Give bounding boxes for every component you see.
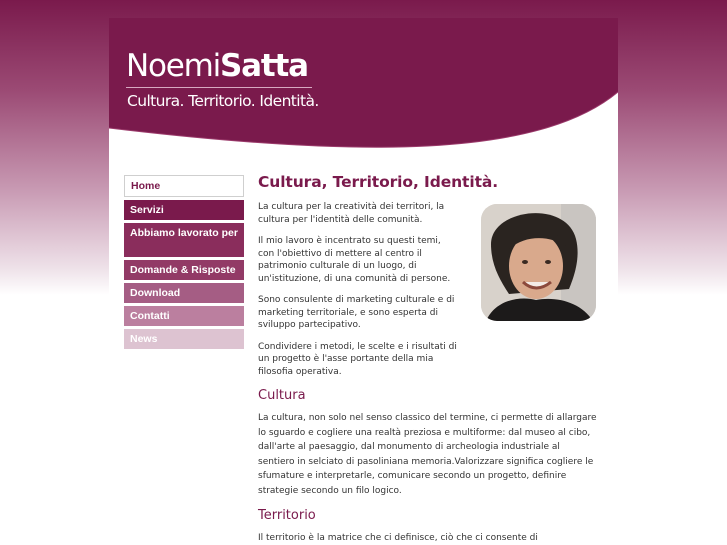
main-content (258, 172, 598, 545)
intro-paragraph: Condividere i metodi, le scelte e i risultati di un progetto è l'asse portante della mia filosofia operativa. (258, 341, 457, 377)
portrait-photo (481, 204, 596, 321)
site-tagline: Cultura. Territorio. Identità. (127, 92, 319, 110)
logo-divider (126, 87, 312, 88)
intro-paragraph: La cultura per la creatività dei territori, la cultura per l'identità delle comunità. (258, 202, 445, 225)
nav-item-servizi[interactable]: Servizi (124, 200, 244, 220)
nav-item-download[interactable]: Download (124, 283, 244, 303)
intro-paragraph: Sono consulente di marketing culturale e di marketing territoriale, e sono esperta di sviluppo partecipativo. (258, 295, 455, 330)
section-text-cultura: La cultura, non solo nel senso classico del termine, ci permette di allargare lo sguardo e cogliere una realtà preziosa e multiforme: dal museo al cibo, dall'arte al paesaggio, dal monumento di archeologia industriale al sentiero in selciato di pasoliniana memoria.Valorizzare significa cogliere le sfumature e interpretarle, comunicare secondo un progetto, definire strategie secondo un filo logico. (258, 413, 597, 496)
header-banner (109, 18, 618, 158)
section-heading-cultura: Cultura (258, 388, 306, 403)
nav-item-contatti[interactable]: Contatti (124, 306, 244, 326)
nav-item-news[interactable]: News (124, 329, 244, 349)
site-logo[interactable] (126, 48, 308, 84)
site-header (109, 18, 618, 158)
intro-paragraph: Il mio lavoro è incentrato su questi temi, con l'obiettivo di mettere al centro il patrimonio culturale di un luogo, di un'istituzione, di una comunità di persone. (258, 236, 451, 284)
portrait-image (481, 204, 596, 321)
logo-last-name: Satta (220, 48, 308, 84)
section-text-territorio: Il territorio è la matrice che ci definisce, ciò che ci consente di (258, 533, 538, 543)
nav-item-home[interactable]: Home (124, 175, 244, 197)
page-container (109, 18, 618, 545)
page-title: Cultura, Territorio, Identità. (258, 173, 499, 191)
main-navigation (124, 175, 244, 352)
nav-item-domande-risposte[interactable]: Domande & Risposte (124, 260, 244, 280)
logo-first-name: Noemi (126, 48, 221, 84)
nav-item-abbiamo-lavorato-per[interactable]: Abbiamo lavorato per (124, 223, 244, 257)
section-heading-territorio: Territorio (258, 508, 316, 523)
